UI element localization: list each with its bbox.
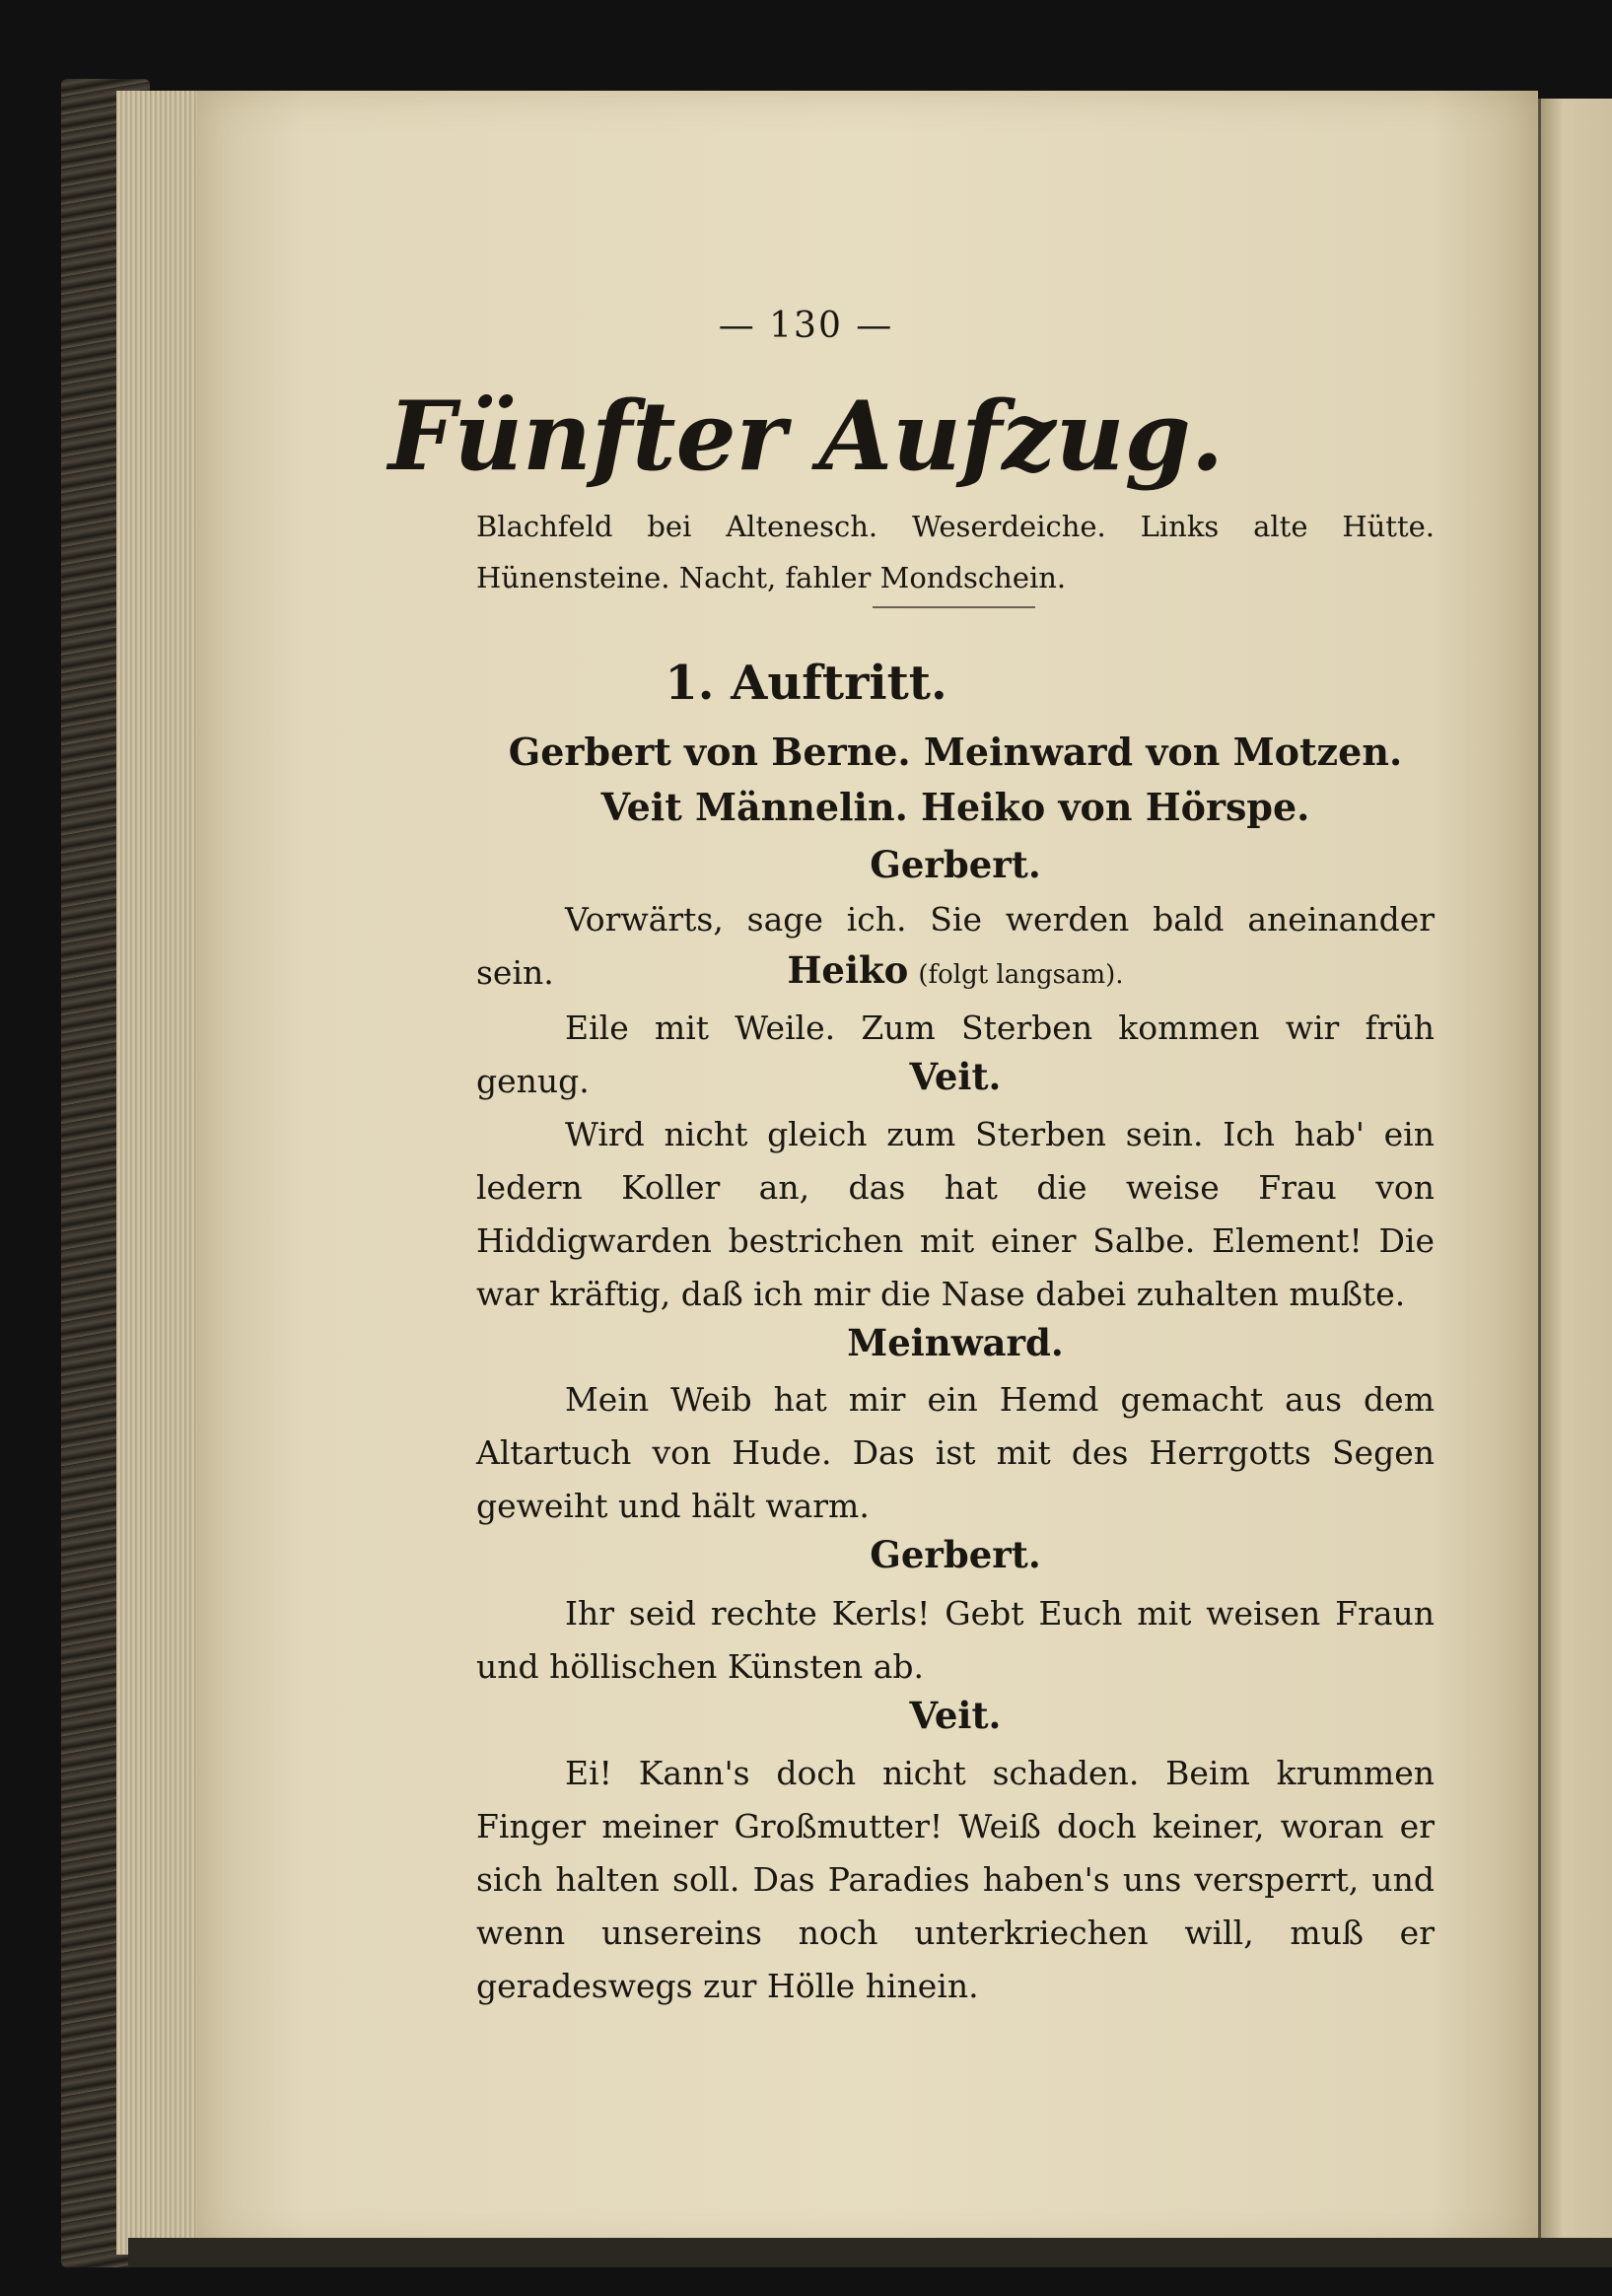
speaker-heading (476, 843, 1435, 886)
speech-text: Eile mit Weile. Zum Sterben kommen wir früh genug. (476, 1009, 1435, 1100)
speech-text: Mein Weib hat mir ein Hemd gemacht aus dem Altartuch von Hude. Das ist mit des Herrgotts Segen geweiht und hält warm. (476, 1380, 1435, 1525)
speaker-name: Meinward. (847, 1321, 1064, 1364)
page-number: — 130 — (718, 306, 894, 346)
act-title: Fünfter Aufzug. (387, 381, 1225, 492)
speech-text: Ei! Kann's doch nicht schaden. Beim krummen Finger meiner Großmutter! Weiß doch keiner, woran er sich halten soll. Das Paradies haben's uns versperrt, und wenn unsereins noch unterkriechen will, muß er geradeswegs zur Hölle hinein. (476, 1754, 1435, 2005)
speaker-heading (476, 948, 1435, 992)
stage-setting: Blachfeld bei Altenesch. Weserdeiche. Links alte Hütte. Hünensteine. Nacht, fahler Mondschein. (476, 510, 1435, 594)
section-divider (873, 606, 1035, 608)
speaker-heading (476, 1533, 1435, 1576)
speaker-heading (476, 1055, 1435, 1098)
speaker-heading (476, 1321, 1435, 1364)
speech-text: Ihr seid rechte Kerls! Gebt Euch mit weisen Fraun und höllischen Künsten ab. (476, 1594, 1435, 1686)
speaker-name: Gerbert. (870, 1533, 1041, 1576)
speaker-name: Veit. (909, 1055, 1002, 1098)
speech-text: Vorwärts, sage ich. Sie werden bald aneinander sein. (476, 900, 1435, 992)
speaker-name: Gerbert. (870, 843, 1041, 886)
speaker-name: Veit. (909, 1694, 1002, 1737)
stage-direction: (folgt langsam). (918, 960, 1124, 990)
book-cover-bottom (128, 2238, 1612, 2267)
character-list: Gerbert von Berne. Meinward von Motzen. Veit Männelin. Heiko von Hörspe. (508, 730, 1403, 829)
speech-text: Wird nicht gleich zum Sterben sein. Ich hab' ein ledern Koller an, das hat die weise Frau von Hiddigwarden bestrichen mit einer Salbe. Element! Die war kräftig, daß ich mir die Nase dabei zuhalten mußte. (476, 1115, 1435, 1313)
scene-title: 1. Auftritt. (665, 656, 947, 711)
speaker-name: Heiko (787, 948, 909, 992)
speaker-heading (476, 1694, 1435, 1737)
